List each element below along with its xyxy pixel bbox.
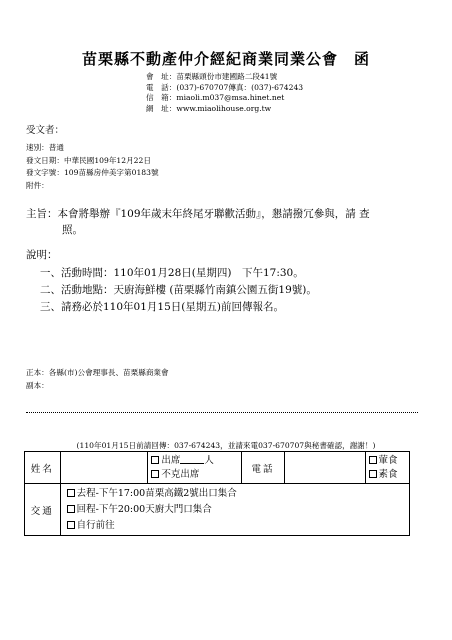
phone-label: 電話	[241, 452, 284, 484]
meta-classification: 速別：普通	[26, 143, 64, 152]
meal-cell	[365, 452, 410, 484]
not-attend-option[interactable]: 不克出席	[151, 468, 237, 482]
description-item: 一、活動時間：110年01月28日(星期四) 下午17:30。	[40, 267, 304, 279]
secondary-copy: 副本：	[26, 381, 49, 390]
transport-checkbox[interactable]	[67, 521, 75, 529]
transport-label: 交通	[25, 484, 61, 536]
meta-attachment: 附件：	[26, 180, 49, 190]
main-copy: 正本：各縣(市)公會理事長、苗栗縣商業會	[26, 368, 169, 377]
transport-option[interactable]: 自行前往	[67, 518, 406, 534]
recipient: 受文者：	[26, 125, 65, 136]
meta-ref-no: 發文字號：109苗縣房仲美字第0183號	[26, 168, 159, 178]
transport-cell	[60, 484, 409, 536]
not-attend-checkbox[interactable]	[151, 470, 159, 478]
name-field[interactable]	[60, 452, 148, 484]
meat-option[interactable]: 葷食	[369, 454, 407, 468]
veg-option[interactable]: 素食	[369, 468, 407, 482]
reply-form	[24, 451, 410, 536]
attend-option[interactable]: 出席 人	[151, 454, 237, 468]
subject-line-1: 主旨：本會將舉辦『109年歲末年終尾牙聯歡活動』，懇請撥冗參與，請 查	[26, 208, 370, 220]
contact-block	[146, 72, 303, 114]
contact-address: 會 址：苗栗縣頭份市建國路二段41號	[146, 72, 278, 81]
meat-checkbox[interactable]	[369, 456, 377, 464]
transport-checkbox[interactable]	[67, 489, 75, 497]
meta-date: 發文日期：中華民國109年12月22日	[26, 155, 151, 165]
description-label: 說明：	[26, 249, 58, 261]
description-item: 三、請務必於110年01月15日(星期五)前回傳報名。	[40, 301, 284, 313]
cut-line	[26, 412, 418, 413]
name-label: 姓名	[25, 452, 61, 484]
description-item: 二、活動地點：天廚海鮮樓 (苗栗縣竹南鎮公園五街19號)。	[40, 284, 317, 296]
subject	[26, 206, 370, 238]
contact-phone: 電 話：(037)-670707傳真：(037)-674243	[146, 82, 304, 92]
phone-field[interactable]	[285, 452, 365, 484]
subject-line-2: 照。	[62, 224, 83, 236]
contact-email: 信 箱：miaoli.m037@msa.hinet.net	[146, 93, 285, 103]
attend-checkbox[interactable]	[151, 456, 159, 464]
document-meta	[26, 142, 159, 192]
contact-website: 網 址：www.miaolihouse.org.tw	[146, 103, 272, 113]
reply-note: (110年01月15日前請回傳：037-674243，並請來電037-670707與秘書確認，謝謝！)	[76, 441, 376, 450]
distribution	[26, 366, 169, 392]
transport-checkbox[interactable]	[67, 505, 75, 513]
transport-option[interactable]: 回程-下午20:00天廚大門口集合	[67, 502, 406, 518]
veg-checkbox[interactable]	[369, 470, 377, 478]
document-title: 苗栗縣不動產仲介經紀商業同業公會 函	[81, 50, 370, 68]
attendance-cell	[148, 452, 241, 484]
attend-count-field[interactable]	[180, 454, 204, 464]
transport-option[interactable]: 去程-下午17:00苗栗高鐵2號出口集合	[67, 486, 406, 502]
description-items	[40, 265, 317, 316]
